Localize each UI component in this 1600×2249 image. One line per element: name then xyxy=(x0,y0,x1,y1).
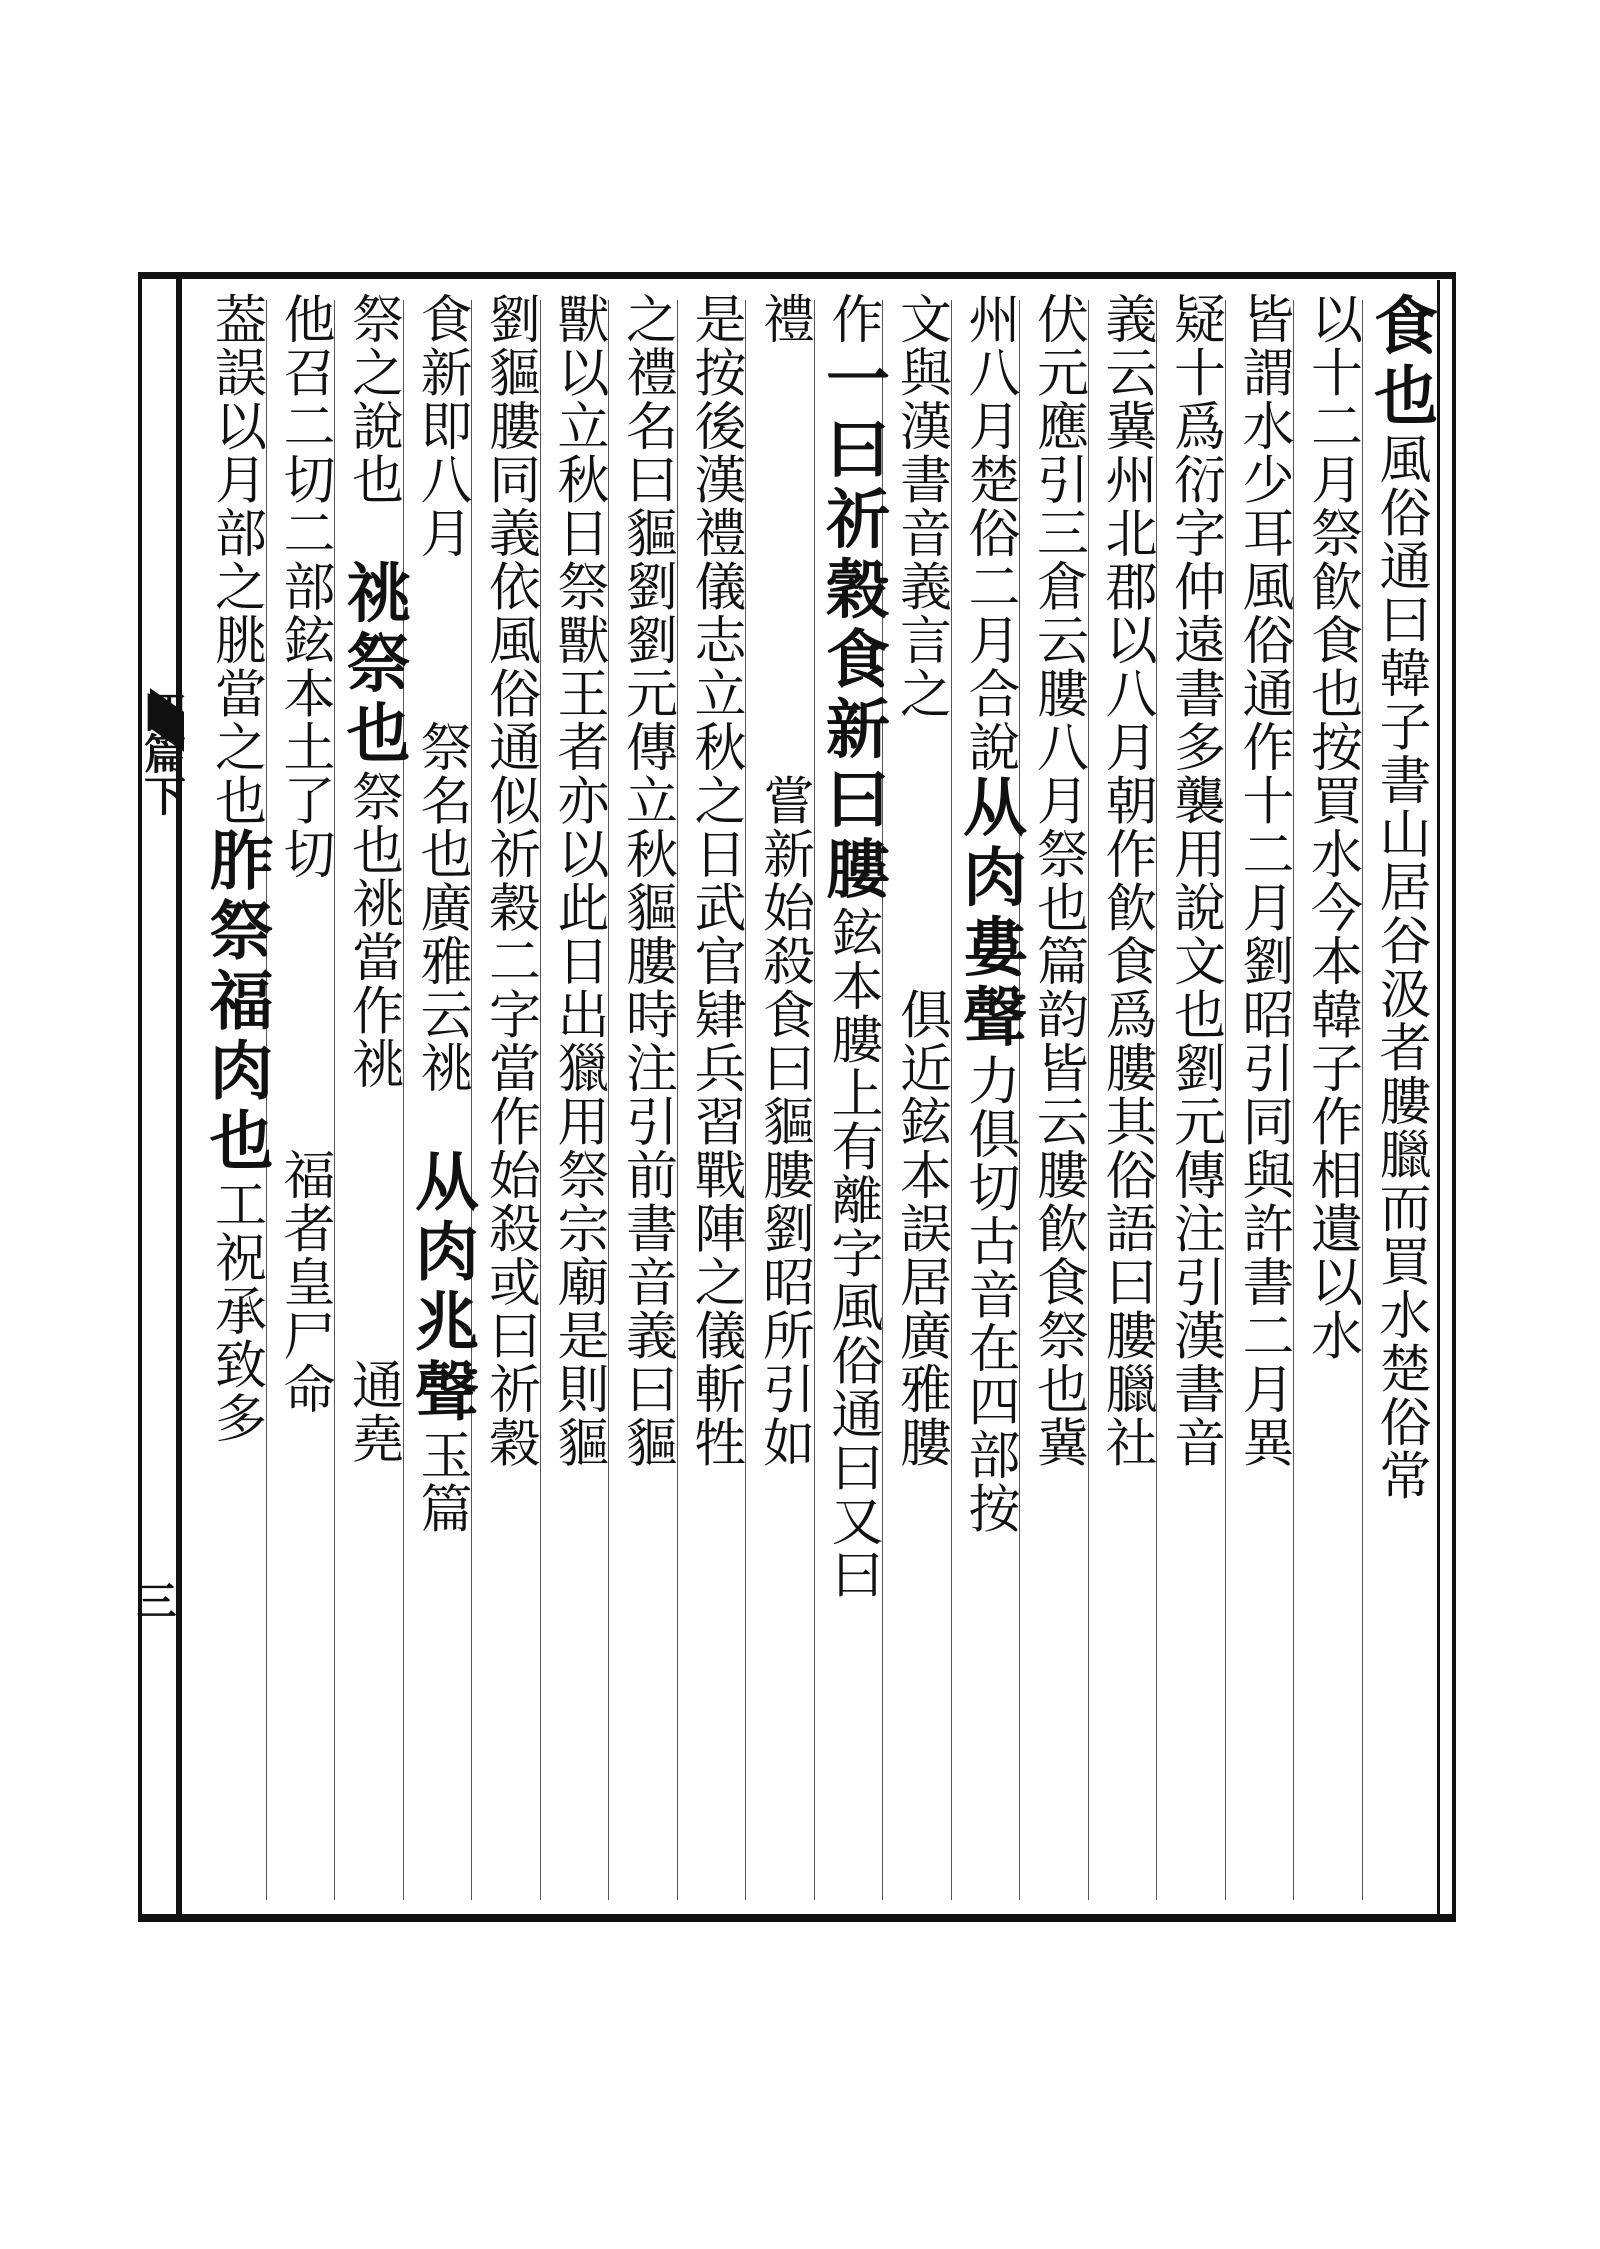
commentary-text: 祭之說也 xyxy=(342,292,403,506)
commentary-text: 食新即八月 xyxy=(411,292,471,560)
commentary-text: 俱近鉉本誤居廣雅膢 xyxy=(890,987,951,1469)
column-rule xyxy=(677,300,678,1900)
commentary-text xyxy=(411,667,471,721)
text-column-4 xyxy=(1156,292,1225,1902)
column-rule xyxy=(1088,300,1089,1900)
column-rule xyxy=(1225,300,1226,1900)
commentary-text xyxy=(274,988,334,1042)
commentary-text: 嘗新始殺食曰貙膢劉昭所引如 xyxy=(753,773,814,1469)
commentary-text: 劉貙膢同義依風俗通似祈穀二字當作始殺或曰祈穀 xyxy=(479,292,540,1469)
text-column-3 xyxy=(1225,292,1294,1902)
commentary-text: 之禮名曰貙劉劉元傳立秋貙膢時注引前書音義曰貙 xyxy=(616,292,677,1469)
text-column-2 xyxy=(1293,292,1362,1902)
headword-text: 从肉婁聲 xyxy=(952,773,1027,1054)
commentary-text xyxy=(274,1041,334,1095)
column-rule xyxy=(951,300,952,1900)
column-rule xyxy=(745,300,746,1900)
commentary-text xyxy=(411,1095,471,1149)
commentary-text: 伏元應引三倉云膢八月祭也篇韵皆云膢飮食祭也冀 xyxy=(1027,292,1088,1469)
commentary-text xyxy=(343,1198,403,1252)
commentary-text: 禮 xyxy=(753,292,814,346)
commentary-text xyxy=(343,1091,403,1145)
commentary-text: 玉篇 xyxy=(411,1428,471,1535)
commentary-text: 文與漢書音義言之 xyxy=(890,292,951,720)
headword-text: 从肉兆聲 xyxy=(404,1148,479,1428)
text-column-1 xyxy=(1362,292,1438,1902)
commentary-text: 疑十爲衍字仲遠書多襲用說文也劉元傳注引漢書音 xyxy=(1164,292,1225,1469)
text-column-10 xyxy=(745,292,814,1902)
headword-text: 祭也 xyxy=(335,629,411,770)
text-column-15 xyxy=(403,292,479,1902)
column-rule xyxy=(1156,300,1157,1900)
text-column-17 xyxy=(266,292,335,1902)
folio-number: 三 xyxy=(130,1580,177,1620)
text-column-18 xyxy=(197,292,274,1902)
text-column-12 xyxy=(608,292,677,1902)
column-rule xyxy=(1293,300,1294,1900)
headword-text: 祭福肉也 xyxy=(198,897,274,1177)
section-label: 四篇下 xyxy=(138,690,187,816)
column-rule xyxy=(334,300,335,1900)
commentary-text xyxy=(891,774,951,828)
commentary-text: 皆謂水少耳風俗通作十二月劉昭引同與許書二月異 xyxy=(1233,292,1293,1469)
column-rule xyxy=(608,300,609,1900)
commentary-text: 鉉本膢上有離字風俗通曰又曰 xyxy=(822,905,882,1601)
text-column-11 xyxy=(677,292,746,1902)
commentary-text xyxy=(343,1144,403,1198)
text-column-13 xyxy=(540,292,609,1902)
commentary-text: 風俗通曰韓子書山居谷汲者膢臘而買水楚俗常 xyxy=(1370,432,1430,1502)
commentary-text xyxy=(891,720,951,774)
commentary-text xyxy=(274,934,334,988)
commentary-text xyxy=(274,881,334,935)
text-column-6 xyxy=(1019,292,1088,1902)
commentary-text: 祭也祧當作祧 xyxy=(342,769,403,1091)
commentary-text: 通堯 xyxy=(342,1358,403,1465)
text-column-7 xyxy=(951,292,1027,1902)
commentary-text: 工祝承致多 xyxy=(205,1177,266,1445)
headword-text: 胙 xyxy=(198,827,274,897)
commentary-text xyxy=(411,560,471,614)
column-rule xyxy=(540,300,541,1900)
text-column-16 xyxy=(334,292,411,1902)
commentary-text xyxy=(343,506,403,560)
commentary-text: 義云冀州北郡以八月朝作飮食爲膢其俗語曰膢臘社 xyxy=(1096,292,1156,1469)
commentary-text xyxy=(891,881,951,935)
commentary-text: 福者皇尸命 xyxy=(274,1148,334,1416)
column-rule xyxy=(814,300,815,1900)
right-border-rule xyxy=(1437,280,1440,1916)
headword-text: 食也 xyxy=(1363,292,1438,432)
commentary-text xyxy=(411,613,471,667)
commentary-text xyxy=(754,346,814,774)
margin-strip xyxy=(130,272,187,1922)
text-column-9 xyxy=(814,292,890,1902)
commentary-text: 他召二切二部鉉本土了切 xyxy=(274,292,334,881)
column-rule xyxy=(1019,300,1020,1900)
commentary-text: 說 xyxy=(959,720,1019,774)
commentary-text xyxy=(891,934,951,988)
text-column-14 xyxy=(471,292,540,1902)
text-column-5 xyxy=(1088,292,1157,1902)
commentary-text: 州八月楚俗二月合 xyxy=(959,292,1019,720)
commentary-text xyxy=(274,1095,334,1149)
column-rule xyxy=(471,300,472,1900)
commentary-text xyxy=(343,1251,403,1305)
commentary-text: 以十二月祭飮食也按買水今本韓子作相遺以水 xyxy=(1301,292,1362,1362)
commentary-text: 葢誤以月部之朓當之也 xyxy=(205,292,266,827)
column-rule xyxy=(1362,300,1363,1900)
commentary-text: 祭名也廣雅云祧 xyxy=(411,720,471,1095)
text-column-8 xyxy=(882,292,951,1902)
commentary-text: 獸以立秋日祭獸王者亦以此日出獵用祭宗廟是則貙 xyxy=(548,292,608,1469)
commentary-text xyxy=(891,827,951,881)
commentary-text: 作 xyxy=(822,292,882,346)
commentary-text xyxy=(343,1305,403,1359)
headword-text: 祧 xyxy=(335,559,411,630)
headword-text: 一曰祈穀食新曰膢 xyxy=(815,345,890,906)
commentary-text: 是按後漢禮儀志立秋之日武官肄兵習戰陣之儀斬牲 xyxy=(685,292,745,1469)
commentary-text: 力俱切古音在四部按 xyxy=(959,1053,1019,1535)
